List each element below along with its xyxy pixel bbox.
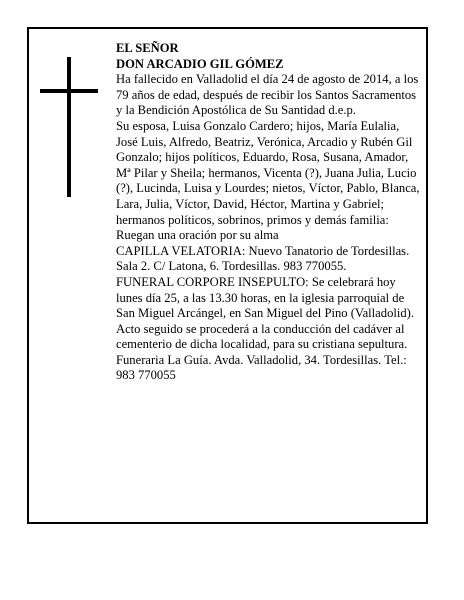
prayer-request: Ruegan una oración por su alma xyxy=(116,228,279,243)
notice-heading-title: EL SEÑOR xyxy=(116,41,179,55)
cross-vertical-bar xyxy=(67,57,71,197)
funeral-info: FUNERAL CORPORE INSEPULTO: Se celebrará hoy lunes día 25, a las 13.30 horas, en la iglesia parroquial de San Miguel Arcángel, en San Miguel del Pino (Valladolid). Acto seguido se procederá a la conducción del cadáver al cementerio de dicha localidad, para su cristiana sepultura. xyxy=(116,274,414,352)
death-announcement: Ha fallecido en Valladolid el día 24 de agosto de 2014, a los 79 años de edad, después de recibir los Santos Sacramentos y la Bendición Apostólica de Su Santidad d.e.p. xyxy=(116,72,419,118)
notice-text xyxy=(116,41,424,384)
notice-heading-name: DON ARCADIO GIL GÓMEZ xyxy=(116,56,284,71)
obituary-notice xyxy=(27,27,428,524)
chapel-info: CAPILLA VELATORIA: Nuevo Tanatorio de Tordesillas. Sala 2. C/ Latona, 6. Tordesillas. 983 770055. xyxy=(116,243,410,274)
funeral-home-info: Funeraria La Guía. Avda. Valladolid, 34. Tordesillas. Tel.: 983 770055 xyxy=(116,352,407,383)
family-list: Su esposa, Luisa Gonzalo Cardero; hijos, María Eulalia, José Luis, Alfredo, Beatriz, Verónica, Arcadio y Rubén Gil Gonzalo; hijos políticos, Eduardo, Rosa, Susana, Amador, Mª Pilar y Sheila; hermanos, Vicenta (?), Juana Julia, Lucio (?), Lucinda, Luisa y Lourdes; nietos, Víctor, Pablo, Blanca, Lara, Julia, Víctor, David, Héctor, Martina y Gabriel; hermanos políticos, sobrinos, primos y demás familia: xyxy=(116,118,420,227)
cross-horizontal-bar xyxy=(40,89,98,93)
